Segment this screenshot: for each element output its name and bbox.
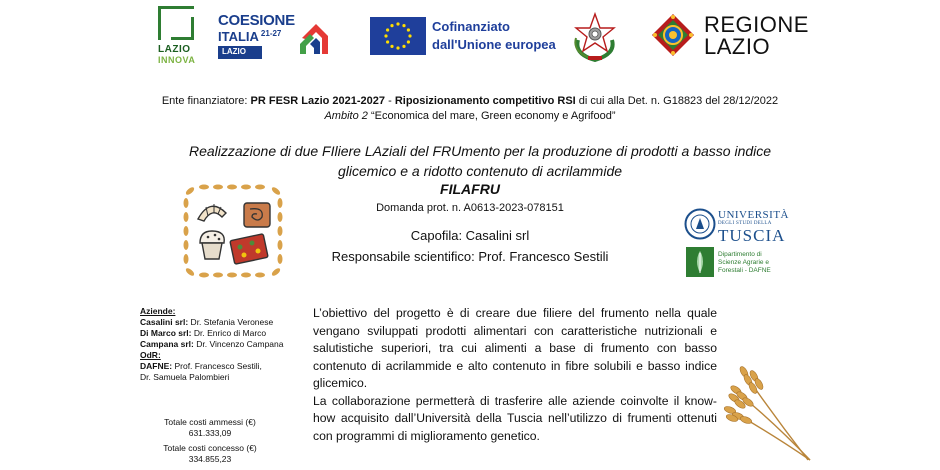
regione-lazio-text bbox=[704, 14, 809, 58]
italian-republic-emblem-icon bbox=[572, 10, 618, 62]
coesione-badge: LAZIO bbox=[218, 46, 262, 59]
costs-concesso-label: Totale costi concesso (€) bbox=[163, 443, 257, 453]
regione-line1: REGIONE bbox=[704, 12, 809, 37]
partner-row bbox=[140, 328, 283, 339]
funder-line bbox=[0, 95, 940, 107]
filafru-logo-icon bbox=[180, 183, 286, 279]
lazio-innova-line2: INNOVA bbox=[158, 55, 196, 65]
partner-person: Dr. Vincenzo Campana bbox=[193, 339, 284, 349]
tuscia-seal-icon bbox=[684, 208, 716, 240]
regione-lazio-crest-icon bbox=[650, 12, 696, 58]
coesione-line1: COESIONE bbox=[218, 12, 295, 29]
funder-program: PR FESR Lazio 2021-2027 bbox=[250, 95, 386, 107]
dafne-line3: Forestali - DAFNE bbox=[718, 267, 771, 274]
funder-call: Riposizionamento competitivo RSI bbox=[394, 95, 576, 107]
tuscia-line2: DEGLI STUDI DELLA bbox=[718, 221, 772, 226]
coesione-italia-text: ITALIA bbox=[218, 29, 259, 44]
odr-name: DAFNE: bbox=[140, 361, 173, 371]
eu-flag-icon bbox=[370, 17, 426, 55]
lazio-innova-mark-icon bbox=[158, 6, 194, 40]
coesione-line2 bbox=[218, 29, 281, 44]
costs-ammessi-value: 631.333,09 bbox=[188, 427, 232, 438]
partner-company: Campana srl: bbox=[140, 339, 194, 349]
eu-line1: Cofinanziato bbox=[432, 19, 510, 34]
coesione-years: 21-27 bbox=[260, 29, 282, 38]
tuscia-line1: UNIVERSITÀ bbox=[718, 209, 789, 221]
regione-line2: LAZIO bbox=[704, 34, 771, 59]
costs-block bbox=[140, 417, 280, 464]
partner-company: Casalini srl: bbox=[140, 317, 189, 327]
odr-heading: OdR: bbox=[140, 350, 161, 360]
partner-person: Dr. Enrico di Marco bbox=[191, 328, 267, 338]
ambito-label: Ambito 2 bbox=[324, 110, 368, 122]
dafne-line1: Dipartimento di bbox=[718, 251, 762, 258]
odr-row bbox=[140, 361, 283, 372]
tuscia-line3: TUSCIA bbox=[718, 226, 786, 245]
dafne-logo-icon bbox=[686, 247, 714, 277]
partners-list bbox=[140, 306, 283, 383]
odr-person1: Prof. Francesco Sestili, bbox=[172, 361, 262, 371]
project-title: Realizzazione di due FIliere LAziali del FRUmento per la produzione di prodotti a basso indice glicemico e a ridotto contenuto di acrilammide bbox=[188, 143, 772, 179]
coesione-italia-logo bbox=[218, 12, 330, 60]
partner-company: Di Marco srl: bbox=[140, 328, 192, 338]
description-paragraph-2: La collaborazione permetterà di trasferire alle aziende coinvolte il know-how acquisito dall’Università della Tuscia nell’utilizzo di frumenti ottenuti con programmi di miglioramento genetico. bbox=[313, 393, 717, 443]
ambito-line bbox=[0, 110, 940, 122]
application-number: Domanda prot. n. A0613-2023-078151 bbox=[376, 202, 564, 214]
dafne-department-label bbox=[718, 251, 771, 275]
partner-row bbox=[140, 317, 283, 328]
lazio-innova-logo bbox=[158, 6, 206, 64]
eu-line2: dall'Unione europea bbox=[432, 37, 556, 52]
partner-person: Dr. Stefania Veronese bbox=[188, 317, 274, 327]
costs-ammessi-label: Totale costi ammessi (€) bbox=[164, 417, 256, 427]
ambito-text: “Economica del mare, Green economy e Agrifood” bbox=[367, 110, 616, 122]
eu-cofinanced-label bbox=[432, 18, 556, 54]
dafne-line2: Scienze Agrarie e bbox=[718, 259, 769, 266]
scientific-lead: Responsabile scientifico: Prof. Francesco Sestili bbox=[331, 249, 609, 264]
project-description bbox=[313, 305, 717, 445]
project-acronym: FILAFRU bbox=[440, 181, 500, 197]
partner-row bbox=[140, 339, 283, 350]
funder-prefix: Ente finanziatore: bbox=[161, 95, 251, 107]
costs-concesso-value: 334.855,23 bbox=[188, 453, 232, 464]
coesione-arrow-icon bbox=[298, 18, 330, 56]
funder-suffix: di cui alla Det. n. G18823 del 28/12/2022 bbox=[575, 95, 779, 107]
wheat-ears-icon bbox=[722, 360, 814, 464]
lazio-innova-line1: LAZIO bbox=[158, 44, 191, 55]
description-paragraph-1: L’obiettivo del progetto è di creare due filiere del frumento nella quale vengano sviluppati prodotti alimentari con caratteristiche nutrizionali e salutistiche superiori, tra cui alimenti a base di frumento con basso contenuto di acrilammide e alto contenuto in fibre solubili e basso indice glicemico. bbox=[313, 306, 717, 390]
funder-separator: - bbox=[385, 95, 395, 107]
lead-partner: Capofila: Casalini srl bbox=[410, 228, 530, 243]
odr-person2: Dr. Samuela Palombieri bbox=[140, 372, 230, 382]
aziende-heading: Aziende: bbox=[140, 306, 176, 316]
